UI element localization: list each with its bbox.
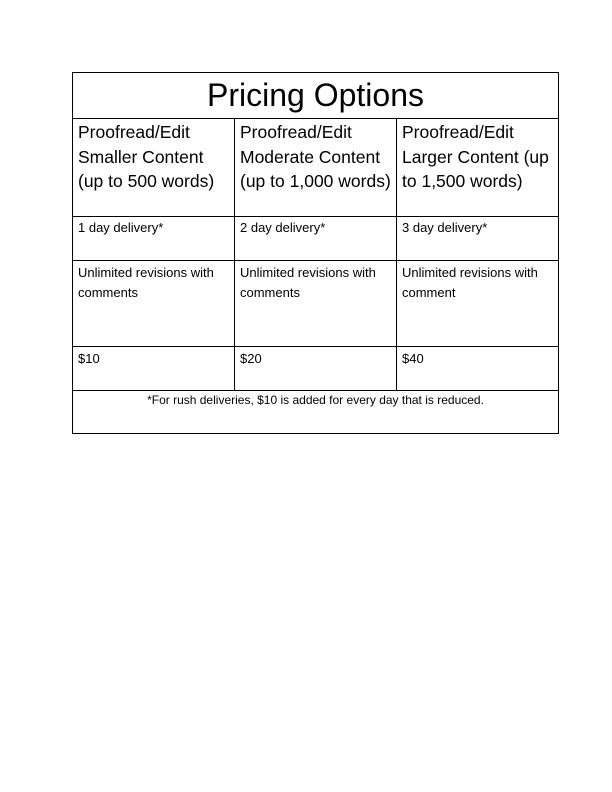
delivery-large: 3 day delivery* <box>397 217 559 261</box>
delivery-row <box>73 217 559 261</box>
revisions-moderate: Unlimited revisions with comments <box>235 261 397 347</box>
plan-name-row <box>73 119 559 217</box>
price-row <box>73 347 559 391</box>
pricing-table <box>72 72 559 434</box>
revisions-large: Unlimited revisions with comment <box>397 261 559 347</box>
page-title: Pricing Options <box>73 73 559 119</box>
delivery-moderate: 2 day delivery* <box>235 217 397 261</box>
revisions-small: Unlimited revisions with comments <box>73 261 235 347</box>
plan-name-large: Proofread/Edit Larger Content (up to 1,500 words) <box>397 119 559 217</box>
delivery-small: 1 day delivery* <box>73 217 235 261</box>
price-large: $40 <box>397 347 559 391</box>
price-small: $10 <box>73 347 235 391</box>
plan-name-small: Proofread/Edit Smaller Content (up to 500 words) <box>73 119 235 217</box>
title-row <box>73 73 559 119</box>
price-moderate: $20 <box>235 347 397 391</box>
footnote-row <box>73 391 559 434</box>
revisions-row <box>73 261 559 347</box>
plan-name-moderate: Proofread/Edit Moderate Content (up to 1,000 words) <box>235 119 397 217</box>
footnote: *For rush deliveries, $10 is added for every day that is reduced. <box>73 391 559 434</box>
